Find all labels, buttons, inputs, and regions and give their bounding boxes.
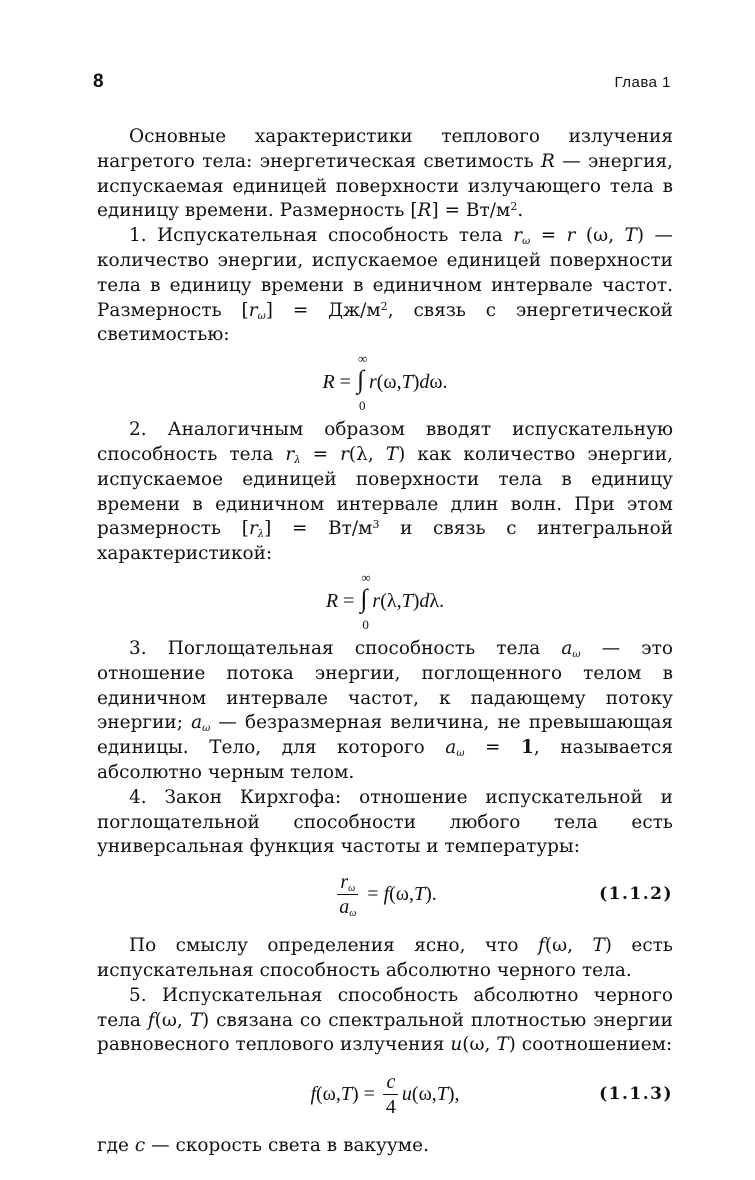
var-R: R <box>417 200 432 222</box>
formula-integral-omega <box>97 352 673 412</box>
text: 5. Испускательная способность абсолютно черного тела <box>97 984 673 1031</box>
var-r: r <box>566 225 576 247</box>
page-body <box>97 125 673 1159</box>
text: (ω, <box>575 225 625 247</box>
formula-paren: ) <box>351 1083 359 1106</box>
superscript: 2 <box>510 200 518 214</box>
text: 1. Испускательная способность тела <box>129 225 514 247</box>
var-T: T <box>496 1034 509 1056</box>
formula-args: (ω, <box>389 883 414 906</box>
var-r: r <box>340 870 349 893</box>
var-T: T <box>436 1083 448 1106</box>
var-d: d <box>419 589 430 612</box>
formula-lhs: R <box>325 589 339 612</box>
text: где <box>97 1135 135 1157</box>
var-d: d <box>419 371 430 394</box>
fraction-denominator <box>336 895 359 918</box>
var-c: c <box>134 1135 146 1157</box>
text: ] = Вт/м <box>264 518 373 540</box>
formula-paren: ), <box>447 1083 460 1106</box>
fraction-numerator: c <box>383 1071 398 1095</box>
text: (ω, <box>154 1009 190 1031</box>
subscript: ω <box>349 907 357 919</box>
text: ) соотношением: <box>508 1034 673 1056</box>
subscript: ω <box>522 236 531 248</box>
var-r: r <box>285 443 295 465</box>
text: — энергия, испускаемая единицей поверхности излучающего тела в единицу времени. Размерность [ <box>97 150 674 222</box>
var-a: a <box>445 737 457 759</box>
var-a: a <box>191 712 203 734</box>
text: ) — количество энергии, испускаемое единицей поверхности тела в единицу времени в единичном интервале частот. Размерность [ <box>97 225 673 321</box>
var-T: T <box>189 1009 203 1031</box>
equals-sign: = <box>334 371 356 394</box>
integral-sign <box>356 351 368 414</box>
text: ) связана со спектральной плотностью энергии равновесного теплового излучения <box>97 1009 673 1056</box>
var-a: a <box>561 637 573 659</box>
text: и связь с интегральной характеристикой: <box>97 518 673 565</box>
var-r: r <box>513 225 523 247</box>
var-f: f <box>537 935 545 957</box>
var-T: T <box>413 883 426 906</box>
formula-args: (ω, <box>411 1083 437 1106</box>
integral-lower-limit: 0 <box>358 398 366 414</box>
subscript: λ <box>294 454 301 466</box>
equals-sign: = <box>338 589 360 612</box>
var-T: T <box>385 443 399 465</box>
formula-integral-lambda <box>97 571 673 631</box>
var-T: T <box>401 589 413 612</box>
var-r: r <box>248 299 258 321</box>
text: 3. Поглощательная способность тела <box>129 637 562 659</box>
text: , называется абсолютно черным телом. <box>97 737 673 783</box>
text: (ω, <box>462 1034 497 1056</box>
var-r: r <box>248 518 258 540</box>
text: ) есть испускательная способность абсолютно черного тела. <box>97 935 673 981</box>
integral-symbol: ∫ <box>356 365 365 395</box>
running-head: Глава 1 <box>614 74 671 91</box>
text: — безразмерная величина, не превышающая единицы. Тело, для которого <box>97 712 673 759</box>
text: Основные характеристики теплового излучения нагретого тела: энергетическая светимость <box>97 126 673 172</box>
var-f: f <box>383 883 390 906</box>
var-u: u <box>401 1083 412 1106</box>
var-lambda: λ <box>429 589 440 612</box>
integral-symbol: ∫ <box>360 583 368 613</box>
formula-lhs: R <box>322 371 335 394</box>
subscript: ω <box>257 310 266 322</box>
integral-upper-limit: ∞ <box>357 351 368 367</box>
subscript: λ <box>257 529 265 541</box>
formula-kirchhoff <box>97 866 673 922</box>
var-r: r <box>368 371 377 394</box>
paragraph-intro <box>97 125 673 224</box>
subscript: ω <box>202 723 211 735</box>
integral-lower-limit: 0 <box>362 616 369 632</box>
var-u: u <box>450 1034 463 1056</box>
equals-sign: = <box>358 1083 380 1106</box>
text: — скорость света в вакууме. <box>145 1135 429 1157</box>
text: (ω, <box>544 935 593 957</box>
paragraph-4 <box>97 786 673 860</box>
equation-number: (1.1.3) <box>599 1084 673 1105</box>
paragraph-7 <box>97 1134 673 1159</box>
var-f: f <box>147 1009 155 1031</box>
text: 4. Закон Кирхгофа: отношение испускательной и поглощательной способности любого тела есть универсальная функция частоты и температуры: <box>97 786 673 858</box>
text: ) как количество энергии, испускаемое единицей поверхности тела в единицу времени в единичном интервале длин волн. При этом размерность [ <box>97 443 673 540</box>
formula-paren: ). <box>425 883 437 906</box>
text: (λ, <box>348 443 386 465</box>
subscript: ω <box>456 748 465 760</box>
var-T: T <box>340 1083 352 1106</box>
formula-paren: ) <box>412 371 420 394</box>
integral-sign <box>360 569 371 632</box>
paragraph-3 <box>97 637 673 786</box>
formula-energy-density <box>97 1066 673 1122</box>
paragraph-6 <box>97 984 673 1058</box>
text: По смыслу определения ясно, что <box>129 935 538 957</box>
formula-paren: ) <box>412 589 420 612</box>
subscript: ω <box>348 882 356 894</box>
text: = <box>530 225 567 247</box>
text: = <box>464 737 522 759</box>
equation-number: (1.1.2) <box>599 884 673 905</box>
paragraph-2 <box>97 418 673 567</box>
var-omega: ω <box>429 371 443 394</box>
paragraph-5 <box>97 934 673 984</box>
page-number: 8 <box>93 71 104 92</box>
formula-args: (ω, <box>316 1083 341 1106</box>
text: , связь с энергетической светимостью: <box>97 299 673 346</box>
formula-args: (ω, <box>376 371 402 394</box>
var-f: f <box>310 1083 317 1106</box>
formula-args: (λ, <box>380 589 402 612</box>
paragraph-1 <box>97 224 673 348</box>
var-r: r <box>372 589 381 612</box>
text: . <box>517 200 524 222</box>
number-one: 1 <box>521 737 534 759</box>
fraction-numerator <box>337 871 358 895</box>
var-r: r <box>340 443 349 465</box>
text: ] = Вт/м <box>431 200 511 222</box>
text: ] = Дж/м <box>265 299 381 321</box>
var-R: R <box>541 150 555 172</box>
var-a: a <box>339 895 350 918</box>
formula-period: . <box>439 589 445 612</box>
superscript: 3 <box>372 518 380 532</box>
formula-period: . <box>442 371 448 394</box>
integral-upper-limit: ∞ <box>361 569 371 585</box>
fraction <box>336 871 359 918</box>
subscript: ω <box>572 648 581 660</box>
text: — это отношение потока энергии, поглощенного телом в единичном интервале частот, к падающему потоку энергии; <box>97 637 673 734</box>
fraction <box>383 1071 399 1118</box>
fraction-denominator: 4 <box>385 1095 396 1118</box>
var-T: T <box>592 935 605 957</box>
superscript: 2 <box>380 299 388 313</box>
text: = <box>300 443 341 465</box>
var-T: T <box>624 225 637 247</box>
equals-sign: = <box>362 883 384 906</box>
text: 2. Аналогичным образом вводят испускательную способность тела <box>97 419 673 465</box>
var-T: T <box>401 371 413 394</box>
